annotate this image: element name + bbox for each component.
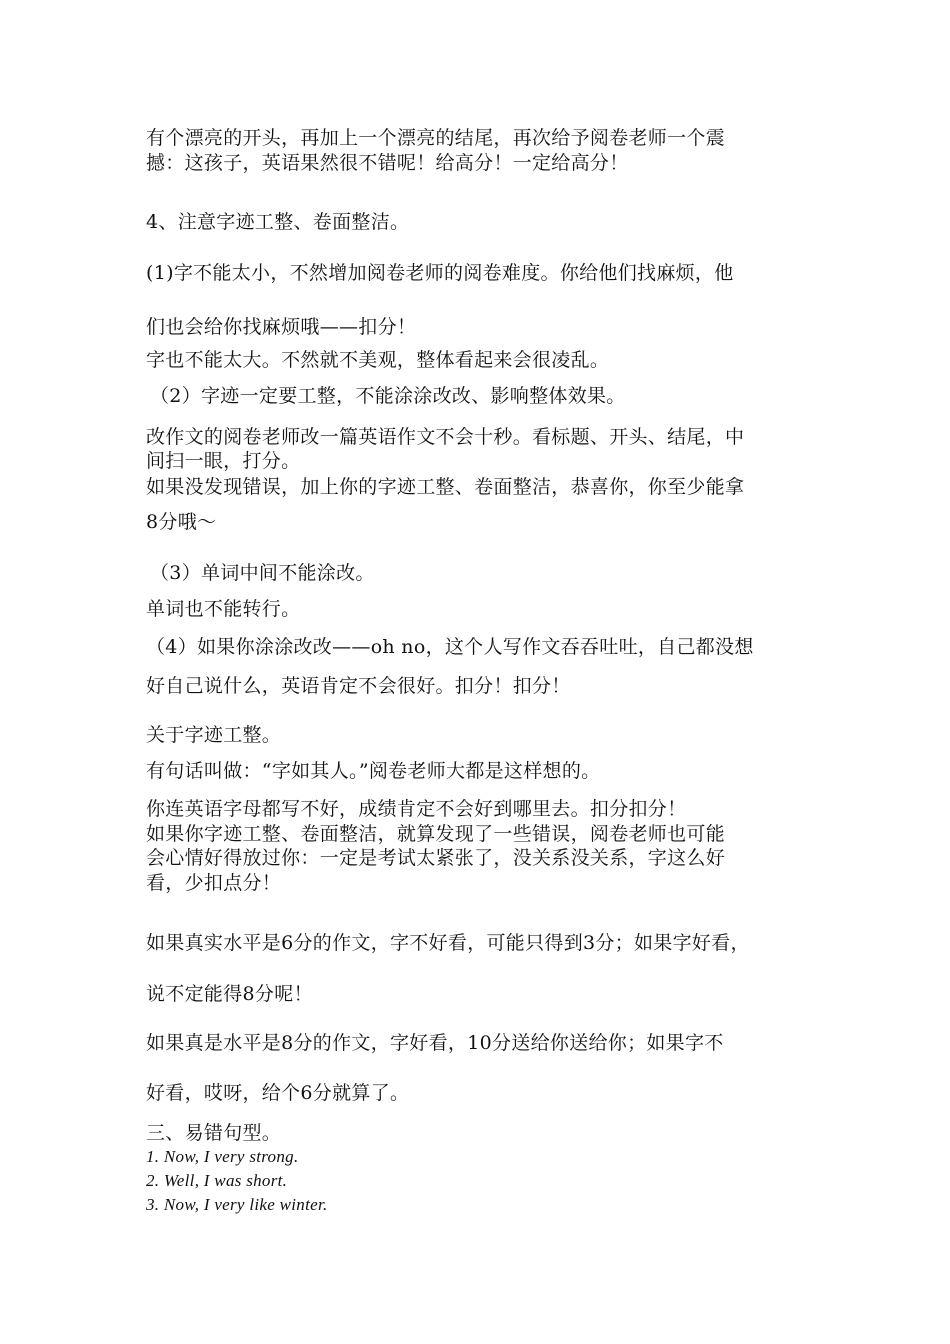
list-item: （2）字迹一定要工整，不能涂涂改改、影响整体效果。 [150,385,626,407]
paragraph-line: 字也不能太大。不然就不美观，整体看起来会很凌乱。 [146,349,610,371]
paragraph-line: (1)字不能太小，不然增加阅卷老师的阅卷难度。你给他们找麻烦，他 [146,262,734,284]
paragraph-line: 好看，哎呀，给个6分就算了。 [146,1082,410,1104]
paragraph-line: 8分哦～ [146,511,217,533]
paragraph-line: 看，少扣点分！ [146,872,282,894]
example-sentence: 2. Well, I was short. [146,1171,288,1190]
paragraph-line: 说不定能得8分呢！ [146,983,313,1005]
paragraph-line: 间扫一眼，打分。 [146,450,301,472]
paragraph-line: 如果你字迹工整、卷面整洁，就算发现了一些错误，阅卷老师也可能 [146,823,726,845]
paragraph-line: 有个漂亮的开头，再加上一个漂亮的结尾，再次给予阅卷老师一个震 [146,127,726,149]
list-item: （4）如果你涂涂改改——oh no，这个人写作文吞吞吐吐，自己都没想 [146,636,754,658]
paragraph-line: 有句话叫做：“字如其人。”阅卷老师大都是这样想的。 [146,760,601,782]
paragraph-line: 单词也不能转行。 [146,598,301,620]
paragraph-line: 会心情好得放过你：一定是考试太紧张了，没关系没关系，字这么好 [146,847,726,869]
paragraph-line: 关于字迹工整。 [146,724,282,746]
paragraph-line: 如果没发现错误，加上你的字迹工整、卷面整洁，恭喜你，你至少能拿 [146,476,745,498]
paragraph-line: 撼：这孩子，英语果然很不错呢！给高分！一定给高分！ [146,152,629,174]
paragraph-line: 如果真实水平是6分的作文，字不好看，可能只得到3分；如果字好看， [146,932,750,954]
section-heading: 三、易错句型。 [146,1122,282,1144]
paragraph-line: 改作文的阅卷老师改一篇英语作文不会十秒。看标题、开头、结尾，中 [146,426,745,448]
paragraph-line: 好自己说什么，英语肯定不会很好。扣分！扣分！ [146,675,571,697]
example-sentence: 1. Now, I very strong. [146,1147,299,1166]
paragraph-line: 们也会给你找麻烦哦——扣分！ [146,316,417,338]
section-heading: 4、注意字迹工整、卷面整洁。 [146,211,410,233]
example-sentence: 3. Now, I very like winter. [146,1195,328,1214]
paragraph-line: 如果真是水平是8分的作文，字好看，10分送给你送给你；如果字不 [146,1032,724,1054]
paragraph-line: 你连英语字母都写不好，成绩肯定不会好到哪里去。扣分扣分！ [146,798,687,820]
list-item: （3）单词中间不能涂改。 [150,562,375,584]
